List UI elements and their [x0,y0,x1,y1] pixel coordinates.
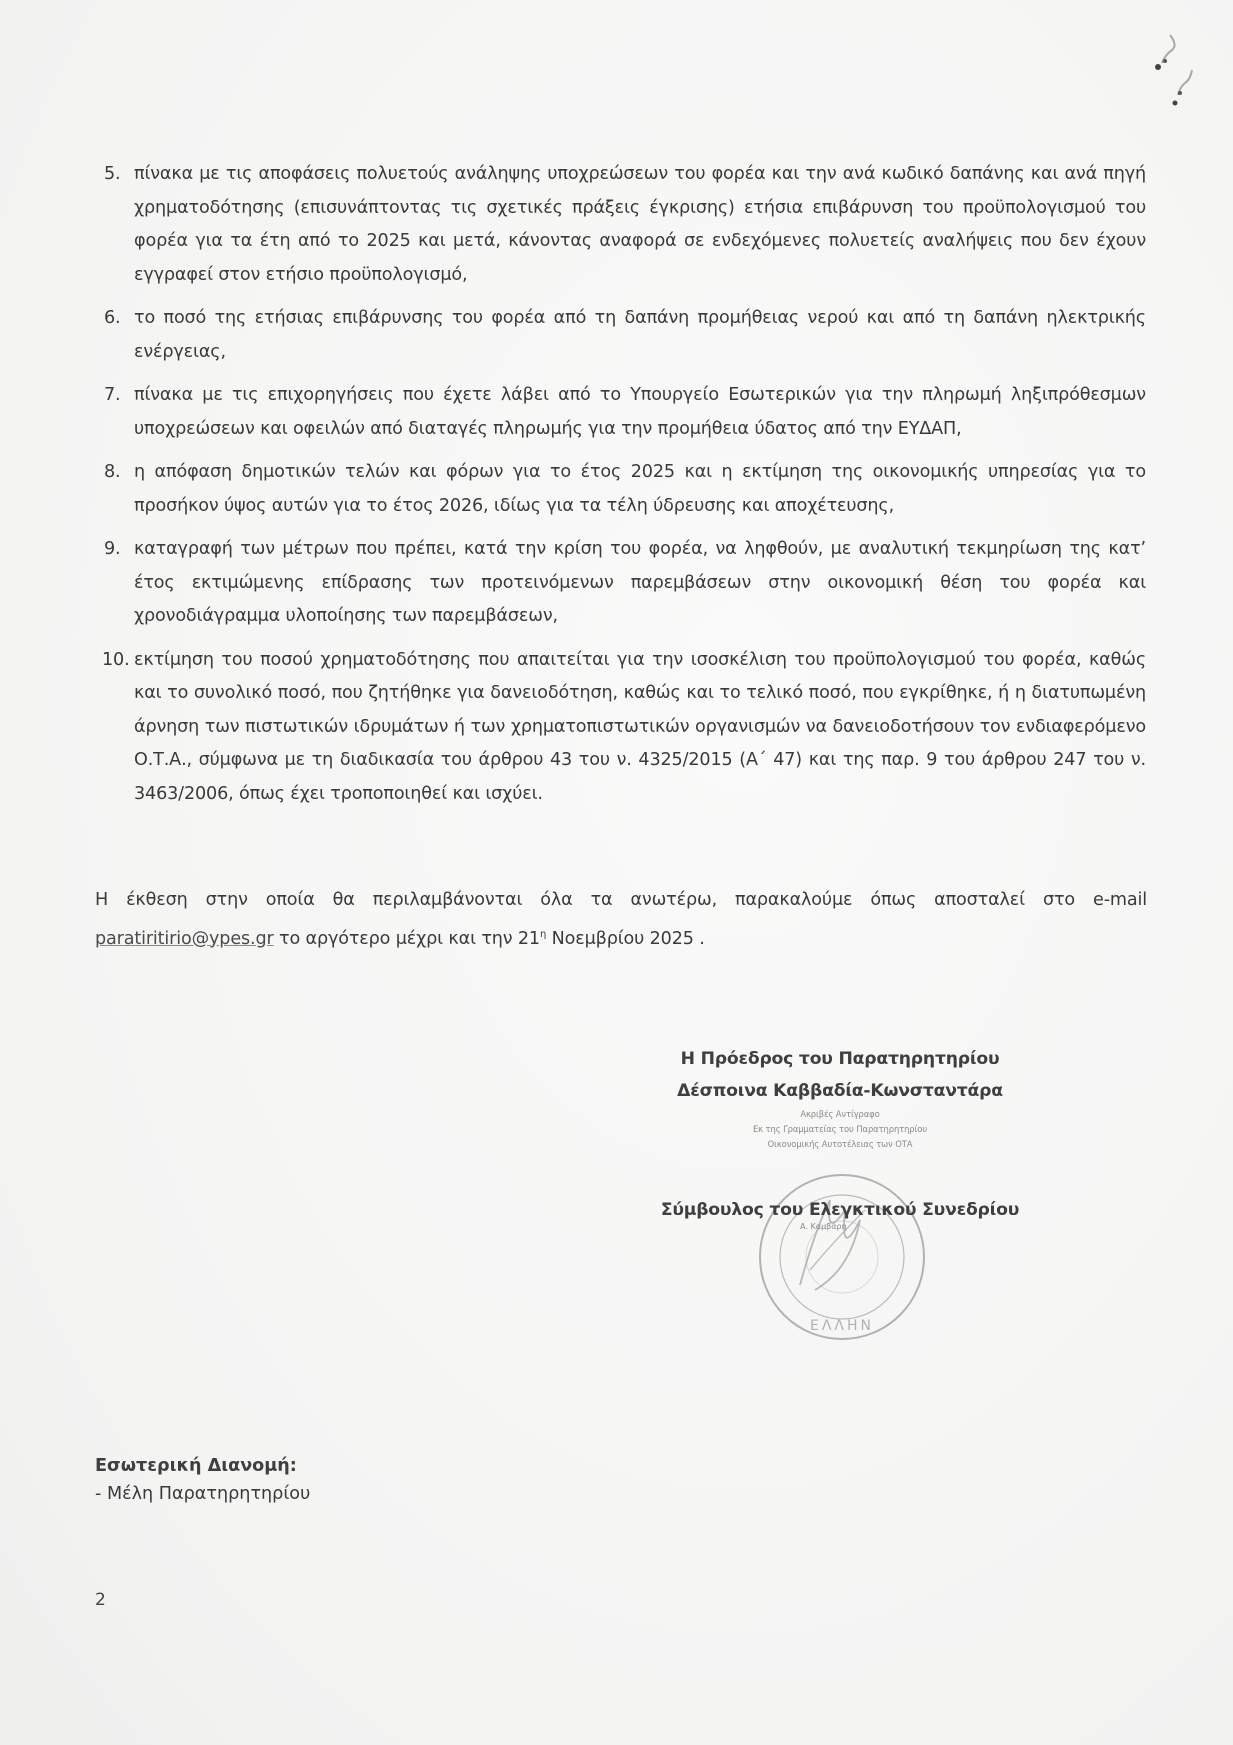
list-item-7 [104,379,1146,446]
page-number: 2 [95,1590,106,1610]
list-item-text: η απόφαση δημοτικών τελών και φόρων για το έτος 2025 και η εκτίμηση της οικονομικής υπηρεσίας για το προσήκον ύψος αυτών για το έτος 2026, ιδίως για τα τέλη ύδρευσης και αποχέτευσης, [134,462,1146,516]
list-item-number: 7. [104,385,121,405]
list-item-number: 10. [102,649,130,670]
list-item-9 [104,533,1146,634]
list-item-text: εκτίμηση του ποσού χρηματοδότησης που απαιτείται για την ισοσκέλιση του προϋπολογισμού του φορέα, καθώς και το συνολικό ποσό, που ζητήθηκε για δανειοδότηση, καθώς και το τελικό ποσό, που εγκρίθηκε, ή η διατυπωμένη άρνηση των πιστωτικών ιδρυμάτων ή των χρηματοπιστωτικών οργανισμών να δανειοδοτήσουν τον ενδιαφερόμενο Ο.Τ.Α., σύμφωνα με τη διαδικασία του άρθρου 43 του ν. 4325/2015 (Α΄ 47) και της παρ. 9 του άρθρου 247 του ν. 3463/2006, όπως έχει τροποποιηθεί και ισχύει. [134,649,1146,804]
list-item-number: 9. [104,539,121,559]
list-item-text: το ποσό της ετήσιας επιβάρυνσης του φορέα από τη δαπάνη προμήθειας νερού και από τη δαπάνη ηλεκτρικής ενέργειας, [134,308,1146,362]
signatory-name: Δέσποινα Καββαδία-Κωνσταντάρα [677,1081,1003,1101]
signer-initials: Α. Καμβάρη [800,1222,847,1231]
counselor-title: Σύμβουλος του Ελεγκτικού Συνεδρίου [660,1200,1020,1220]
deadline-text: το αργότερο μέχρι και την 21 [273,928,540,949]
signatory-title: Η Πρόεδρος του Παρατηρητηρίου [680,1049,1000,1069]
list-item-text: καταγραφή των μέτρων που πρέπει, κατά την κρίση του φορέα, να ληφθούν, με αναλυτική τεκμηρίωση της κατ’ έτος εκτιμώμενης επίδρασης των προτεινόμενων παρεμβάσεων στην οικονομική θέση του φορέα και χρονοδιάγραμμα υλοποίησης των παρεμβάσεων, [134,539,1146,626]
signature-block [630,1043,1050,1152]
list-item-number: 8. [104,462,121,482]
deadline-date: Νοεμβρίου 2025 . [546,928,705,949]
list-item-10 [104,644,1146,812]
closing-paragraph [95,884,1147,956]
list-item-text: πίνακα με τις αποφάσεις πολυετούς ανάληψης υποχρεώσεων του φορέα και την ανά κωδικό δαπάνης και ανά πηγή χρηματοδότησης (επισυνάπτοντας τις σχετικές πράξεις έγκρισης) ετήσια επιβάρυνση του προϋπολογισμού του φορέα για τα έτη από το 2025 και μετά, κάνοντας αναφορά σε ενδεχόμενες πολυετείς αναλήψεις που δεν έχουν εγγραφεί στον ετήσιο προϋπολογισμό, [134,164,1146,285]
list-item-number: 5. [104,164,121,184]
internal-distribution [95,1452,310,1508]
distribution-heading: Εσωτερική Διανομή: [95,1456,297,1476]
distribution-item: - Μέλη Παρατηρητηρίου [95,1484,311,1504]
list-item-text: πίνακα με τις επιχορηγήσεις που έχετε λάβει από το Υπουργείο Εσωτερικών για την πληρωμή ληξιπρόθεσμων υποχρεώσεων και οφειλών από διαταγές πληρωμής για την προμήθεια ύδατος από την ΕΥΔΑΠ, [134,385,1146,439]
list-item-8 [104,456,1146,523]
svg-text:ΕΛΛΗΝ: ΕΛΛΗΝ [810,1318,874,1334]
ordinal-superscript: η [539,928,547,940]
requirements-list [104,158,1146,821]
list-item-5 [104,158,1146,292]
email-link[interactable]: paratiritirio@ypes.gr [95,928,274,949]
copy-note-line2: Εκ της Γραμματείας του Παρατηρητηρίου [752,1124,928,1134]
copy-note-line3: Οικονομικής Αυτοτέλειας των ΟΤΑ [767,1139,913,1149]
list-item-6 [104,302,1146,369]
handwritten-mark-icon [1150,25,1220,115]
copy-note-line1: Ακριβές Αντίγραφο [800,1109,880,1119]
list-item-number: 6. [104,308,121,328]
closing-text: Η έκθεση στην οποία θα περιλαμβάνονται όλα τα ανωτέρω, παρακαλούμε όπως αποσταλεί στο e-mail [95,890,1147,910]
